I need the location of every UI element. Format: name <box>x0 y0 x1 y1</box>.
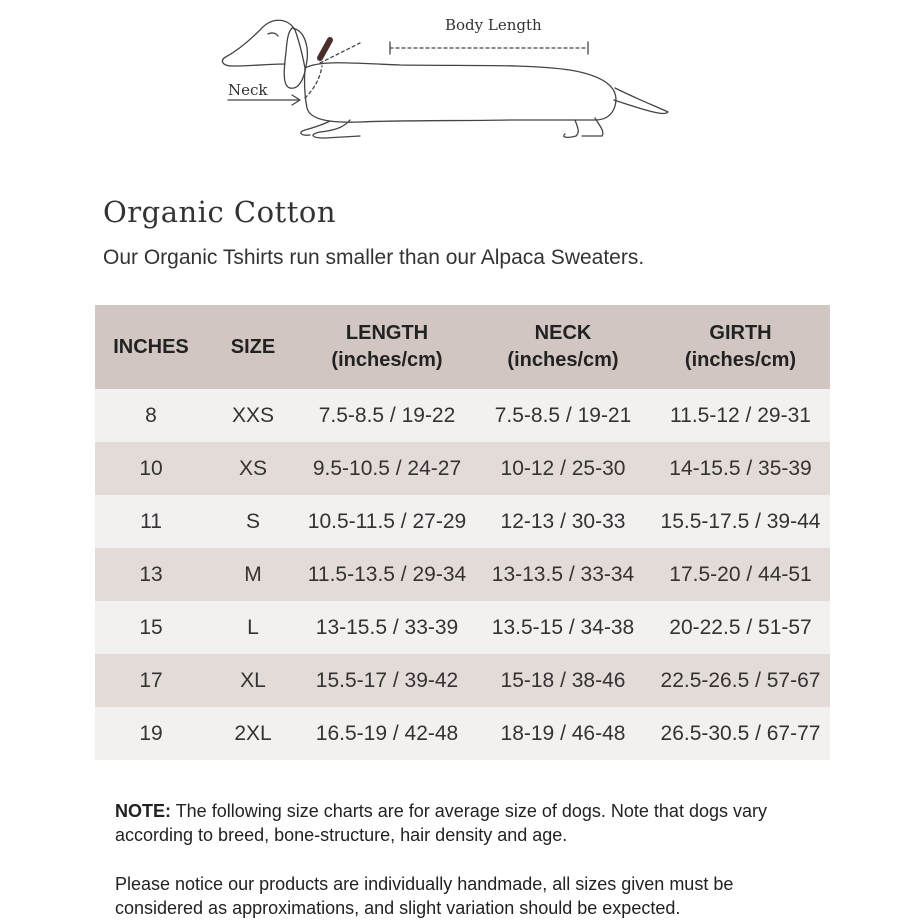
table-row <box>95 495 830 548</box>
cell-length: 9.5-10.5 / 24-27 <box>299 442 475 495</box>
cell-length: 7.5-8.5 / 19-22 <box>299 389 475 442</box>
cell-neck: 13-13.5 / 33-34 <box>475 548 651 601</box>
header-length: LENGTH (inches/cm) <box>299 305 475 389</box>
cell-length: 13-15.5 / 33-39 <box>299 601 475 654</box>
table-row <box>95 442 830 495</box>
cell-neck: 10-12 / 25-30 <box>475 442 651 495</box>
cell-girth: 14-15.5 / 35-39 <box>651 442 830 495</box>
cell-neck: 12-13 / 30-33 <box>475 495 651 548</box>
header-girth: GIRTH (inches/cm) <box>651 305 830 389</box>
size-chart-table <box>95 305 830 760</box>
note-text: The following size charts are for average size of dogs. Note that dogs vary according to breed, bone-structure, hair density and age. <box>115 801 767 845</box>
page-title: Organic Cotton <box>103 195 336 229</box>
cell-size: L <box>207 601 299 654</box>
handmade-disclaimer: Please notice our products are individually handmade, all sizes given must be considered as approximations, and slight variation should be expected. <box>115 874 734 918</box>
cell-neck: 18-19 / 46-48 <box>475 707 651 760</box>
cell-length: 16.5-19 / 42-48 <box>299 707 475 760</box>
cell-girth: 20-22.5 / 51-57 <box>651 601 830 654</box>
cell-length: 11.5-13.5 / 29-34 <box>299 548 475 601</box>
neck-label: Neck <box>228 81 268 99</box>
cell-inches: 11 <box>95 495 207 548</box>
cell-girth: 26.5-30.5 / 67-77 <box>651 707 830 760</box>
table-row <box>95 389 830 442</box>
cell-length: 15.5-17 / 39-42 <box>299 654 475 707</box>
cell-inches: 17 <box>95 654 207 707</box>
cell-inches: 8 <box>95 389 207 442</box>
note-label: NOTE: <box>115 801 171 821</box>
cell-size: S <box>207 495 299 548</box>
cell-girth: 11.5-12 / 29-31 <box>651 389 830 442</box>
body-length-label: Body Length <box>445 16 542 34</box>
header-size: SIZE <box>207 305 299 389</box>
dachshund-illustration <box>210 8 690 148</box>
cell-size: M <box>207 548 299 601</box>
subtitle: Our Organic Tshirts run smaller than our Alpaca Sweaters. <box>103 246 645 269</box>
cell-size: XS <box>207 442 299 495</box>
cell-inches: 19 <box>95 707 207 760</box>
cell-neck: 15-18 / 38-46 <box>475 654 651 707</box>
size-note <box>115 799 815 847</box>
cell-neck: 7.5-8.5 / 19-21 <box>475 389 651 442</box>
cell-inches: 15 <box>95 601 207 654</box>
table-row <box>95 601 830 654</box>
table-header-row <box>95 305 830 389</box>
cell-size: XXS <box>207 389 299 442</box>
header-neck: NECK (inches/cm) <box>475 305 651 389</box>
table-row <box>95 548 830 601</box>
cell-girth: 15.5-17.5 / 39-44 <box>651 495 830 548</box>
table-row <box>95 707 830 760</box>
cell-length: 10.5-11.5 / 27-29 <box>299 495 475 548</box>
cell-girth: 17.5-20 / 44-51 <box>651 548 830 601</box>
cell-neck: 13.5-15 / 34-38 <box>475 601 651 654</box>
header-inches: INCHES <box>95 305 207 389</box>
cell-girth: 22.5-26.5 / 57-67 <box>651 654 830 707</box>
cell-inches: 13 <box>95 548 207 601</box>
table-row <box>95 654 830 707</box>
cell-size: 2XL <box>207 707 299 760</box>
cell-size: XL <box>207 654 299 707</box>
cell-inches: 10 <box>95 442 207 495</box>
